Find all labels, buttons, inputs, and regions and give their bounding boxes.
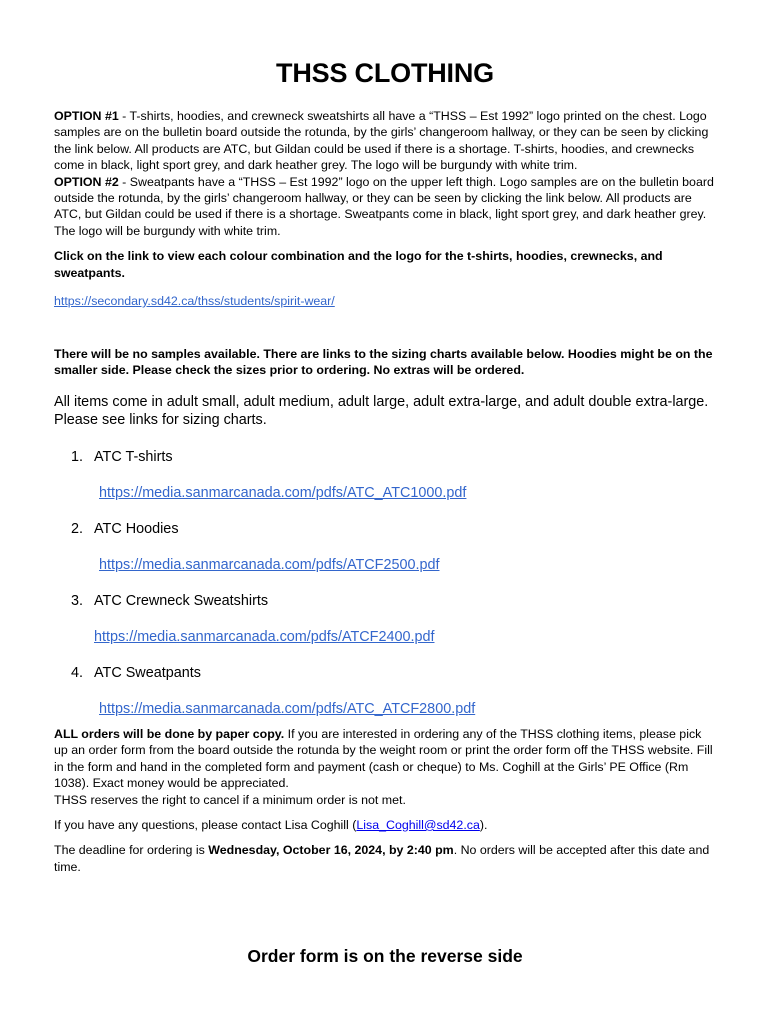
- deadline-prefix: The deadline for ordering is: [54, 843, 209, 858]
- option-2-label: OPTION #2: [54, 174, 119, 189]
- hoodies-sizing-link[interactable]: https://media.sanmarcanada.com/pdfs/ATCF2500.pdf: [99, 556, 440, 573]
- option-2-paragraph: [54, 174, 716, 240]
- crewnecks-sizing-link[interactable]: https://media.sanmarcanada.com/pdfs/ATCF2400.pdf: [94, 628, 435, 645]
- list-item-name: ATC T-shirts: [94, 448, 173, 465]
- list-item-sweatpants: [54, 664, 716, 682]
- page-title: THSS CLOTHING: [276, 58, 494, 88]
- list-item-number: 4.: [71, 664, 84, 681]
- list-item-link-row: [54, 700, 716, 718]
- deadline-paragraph: [54, 842, 716, 875]
- list-item-link-row: [54, 556, 716, 574]
- contact-prefix: If you have any questions, please contact Lisa Coghill (: [54, 817, 357, 832]
- list-item-name: ATC Hoodies: [94, 520, 179, 537]
- sizes-note: All items come in adult small, adult medium, adult large, adult extra-large, and adult double extra-large. Please see links for sizing charts.: [54, 393, 709, 429]
- no-samples-note: There will be no samples available. There are links to the sizing charts available below. Hoodies might be on the smaller side. Please check the sizes prior to ordering. No extras will be ordered.: [54, 347, 713, 378]
- click-note: Click on the link to view each colour combination and the logo for the t-shirts, hoodies, crewnecks, and sweatpants.: [54, 249, 663, 280]
- option-1-text: - T-shirts, hoodies, and crewneck sweatshirts all have a “THSS – Est 1992” logo printed on the chest. Logo samples are on the bulletin board outside the rotunda, by the girls’ changeroom hallway, or they can be seen by clicking the link below. All products are ATC, but Gildan could be used if there is a shortage. T-shirts, hoodies, and crewnecks come in black, light sport grey, and dark heather grey. The logo will be burgundy with white trim.: [54, 109, 709, 173]
- orders-lead: ALL orders will be done by paper copy.: [54, 726, 285, 741]
- list-item-number: 2.: [71, 520, 84, 537]
- option-2-text: - Sweatpants have a “THSS – Est 1992” logo on the upper left thigh. Logo samples are on the bulletin board outside the rotunda, by the girls’ changeroom hallway, or they can be seen by clicking the link below. All products are ATC, but Gildan could be used if there is a shortage. Sweatpants come in black, light sport grey, and dark heather grey. The logo will be burgundy with white trim.: [54, 174, 714, 238]
- deadline-suffix: . No orders will be accepted after this date and time.: [54, 843, 710, 874]
- orders-text: If you are interested in ordering any of the THSS clothing items, please pick up an order form from the board outside the rotunda by the weight room or print the order form off the THSS website. Fill in the form and hand in the completed form and payment (cash or cheque) to Ms. Coghill at the Girls’ PE Office (Rm 1038). Exact money would be appreciated.: [54, 726, 713, 791]
- reverse-side-note: Order form is on the reverse side: [247, 946, 523, 966]
- orders-reserve: THSS reserves the right to cancel if a minimum order is not met.: [54, 792, 406, 807]
- list-item-number: 1.: [71, 448, 84, 465]
- contact-paragraph: [54, 817, 716, 833]
- list-item-tshirts: [54, 448, 716, 466]
- spirit-wear-link[interactable]: https://secondary.sd42.ca/thss/students/spirit-wear/: [54, 294, 335, 309]
- list-item-name: ATC Crewneck Sweatshirts: [94, 592, 269, 609]
- contact-suffix: ).: [479, 817, 488, 832]
- spirit-wear-paragraph: [54, 293, 716, 309]
- option-1-paragraph: [54, 108, 716, 174]
- list-item-crewnecks: [54, 592, 716, 610]
- deadline-date: Wednesday, October 16, 2024, by 2:40 pm: [208, 843, 454, 858]
- option-1-label: OPTION #1: [54, 109, 119, 123]
- list-item-hoodies: [54, 520, 716, 538]
- contact-email-link[interactable]: Lisa_Coghill@sd42.ca: [356, 817, 480, 832]
- list-item-link-row: [54, 628, 716, 646]
- list-item-number: 3.: [71, 592, 84, 609]
- list-item-link-row: [54, 484, 716, 502]
- list-item-name: ATC Sweatpants: [94, 664, 201, 681]
- orders-paragraph: [54, 726, 716, 808]
- sweatpants-sizing-link[interactable]: https://media.sanmarcanada.com/pdfs/ATC_ATCF2800.pdf: [99, 700, 476, 717]
- tshirts-sizing-link[interactable]: https://media.sanmarcanada.com/pdfs/ATC_ATC1000.pdf: [99, 484, 467, 501]
